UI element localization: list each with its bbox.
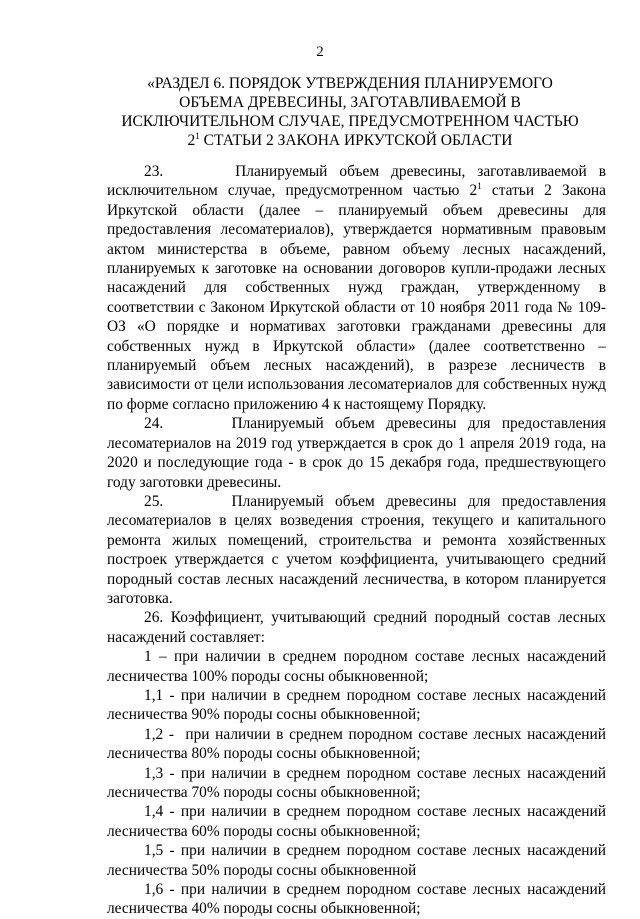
coefficient-item-1-4: 1,4 - при наличии в среднем породном составе лесных насаждений лесничества 60% породы сосны обыкновенной; (107, 803, 606, 840)
coefficient-item-1-3: 1,3 - при наличии в среднем породном составе лесных насаждений лесничества 70% породы сосны обыкновенной; (107, 764, 606, 801)
paragraph-24: 24. Планируемый объем древесины для предоставления лесоматериалов на 2019 год утверждается в срок до 1 апреля 2019 года, на 2020 и последующие года - в срок до 15 декабря года, предшествующего году заготовки древесины. (107, 415, 606, 491)
coefficient-item-1-1: 1,1 - при наличии в среднем породном составе лесных насаждений лесничества 90% породы сосны обыкновенной; (107, 686, 606, 724)
page-number: 2 (316, 44, 324, 60)
paragraph-23-superscript: 1 (477, 181, 482, 192)
heading-text-part-2: СТАТЬИ 2 ЗАКОНА ИРКУТСКОЙ ОБЛАСТИ (199, 132, 513, 149)
heading-text-part-1: «РАЗДЕЛ 6. ПОРЯДОК УТВЕРЖДЕНИЯ ПЛАНИРУЕМОГО ОБЪЕМА ДРЕВЕСИНЫ, ЗАГОТАВЛИВАЕМОЙ В ИСКЛЮЧИТЕЛЬНОМ СЛУЧАЕ, ПРЕДУСМОТРЕННОМ ЧАСТЬЮ 2 (121, 75, 579, 149)
document-body (107, 162, 606, 919)
coefficient-item-1: 1 – при наличии в среднем породном составе лесных насаждений лесничества 100% породы сосны обыкновенной; (107, 648, 606, 685)
coefficient-item-1-2: 1,2 - при наличии в среднем породном составе лесных насаждений лесничества 80% породы сосны обыкновенной; (107, 725, 606, 763)
heading-superscript: 1 (195, 131, 200, 141)
paragraph-26: 26. Коэффициент, учитывающий средний породный состав лесных насаждений составляет: (107, 609, 606, 646)
coefficient-item-1-6: 1,6 - при наличии в среднем породном составе лесных насаждений лесничества 40% породы сосны обыкновенной; (107, 881, 606, 918)
coefficient-item-1-5: 1,5 - при наличии в среднем породном составе лесных насаждений лесничества 50% породы сосны обыкновенной (107, 842, 606, 879)
section-heading (120, 74, 580, 150)
paragraph-23 (107, 162, 606, 414)
paragraph-23-part-2: статьи 2 Закона Иркутской области (далее – планируемый объем древесины для предоставления лесоматериалов), утверждается нормативным правовым актом министерства в объеме, равном объему лесных насаждений, планируемых к заготовке на основании договоров купли-продажи лесных насаждений для собственных нужд граждан, утвержденному в соответствии с Законом Иркутской области от 10 ноября 2011 года № 109-ОЗ «О порядке и нормативах заготовки гражданами древесины для собственных нужд в Иркутской области» (далее соответственно – планируемый объем лесных насаждений), в разрезе лесничеств в зависимости от цели использования лесоматериалов для собственных нужд по форме согласно приложению 4 к настоящему Порядку. (107, 182, 606, 413)
paragraph-25: 25. Планируемый объем древесины для предоставления лесоматериалов в целях возведения строения, текущего и капитального ремонта жилых помещений, строительства и ремонта хозяйственных построек утверждается с учетом коэффициента, учитывающего средний породный состав лесных насаждений лесничества, в котором планируется заготовка. (107, 492, 606, 607)
paragraph-23-part-1: 23. Планируемый объем древесины, заготавливаемой в исключительном случае, предусмотренном частью 2 (107, 163, 606, 200)
